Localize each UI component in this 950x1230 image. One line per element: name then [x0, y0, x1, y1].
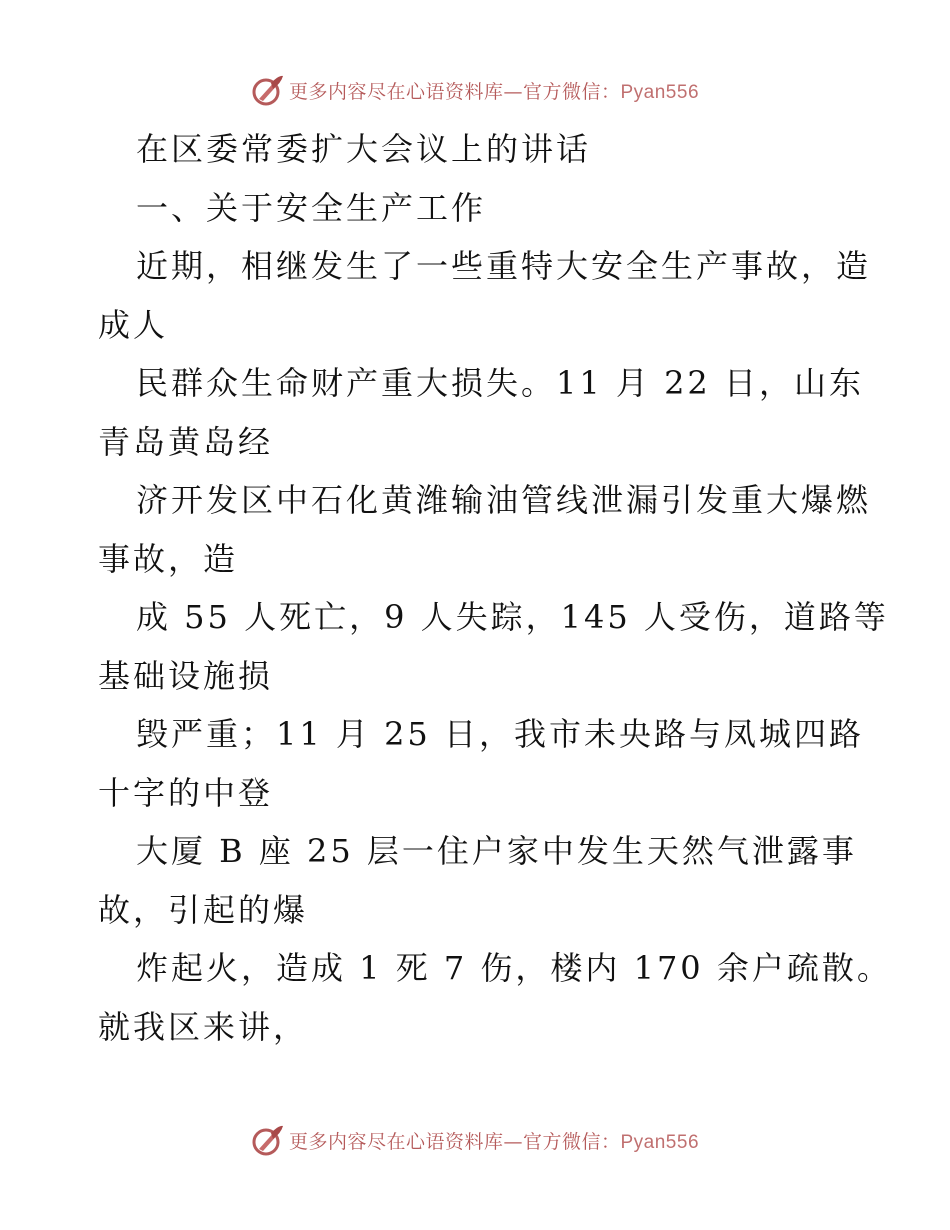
watermark-dash: — — [503, 1130, 523, 1153]
text-line: 近期，相继发生了一些重特大安全生产事故，造 — [136, 247, 872, 285]
text-line: 毁严重；11 月 25 日，我市未央路与凤城四路 — [136, 715, 864, 753]
text-line: 一、关于安全生产工作 — [136, 188, 487, 227]
text-line: 成 55 人死亡，9 人失踪，145 人受伤，道路等 — [136, 598, 889, 636]
quill-logo-icon — [251, 73, 285, 107]
text-line: 炸起火，造成 1 死 7 伤，楼内 170 余户疏散。 — [136, 949, 892, 987]
watermark-text — [289, 77, 699, 104]
quill-logo-icon — [251, 1123, 285, 1157]
text-line: 基础设施损 — [98, 656, 274, 695]
watermark-dash: — — [503, 80, 523, 103]
text-line: 故，引起的爆 — [98, 890, 309, 929]
text-line: 民群众生命财产重大损失。11 月 22 日，山东 — [136, 364, 864, 402]
text-line: 事故，造 — [98, 539, 239, 578]
document-body — [98, 120, 892, 1056]
text-line: 在区委常委扩大会议上的讲话 — [136, 130, 592, 168]
header-watermark — [0, 70, 950, 110]
watermark-wechat-label: 官方微信： — [522, 80, 621, 103]
text-line: 大厦 B 座 25 层一住户家中发生天然气泄露事 — [136, 832, 857, 870]
text-line: 济开发区中石化黄潍输油管线泄漏引发重大爆燃 — [136, 481, 872, 519]
watermark-wechat-label: 官方微信： — [522, 1130, 621, 1153]
watermark-site: 更多内容尽在心语资料库 — [288, 1130, 504, 1153]
text-line: 就我区来讲， — [98, 1007, 309, 1046]
text-line: 青岛黄岛经 — [98, 422, 274, 461]
footer-watermark — [0, 1120, 950, 1160]
watermark-site: 更多内容尽在心语资料库 — [288, 80, 504, 103]
watermark-wechat-id: Pyan556 — [620, 81, 700, 103]
watermark-wechat-id: Pyan556 — [620, 1131, 700, 1153]
watermark-text — [289, 1127, 699, 1154]
text-line: 十字的中登 — [98, 773, 274, 812]
text-line: 成人 — [98, 305, 169, 344]
